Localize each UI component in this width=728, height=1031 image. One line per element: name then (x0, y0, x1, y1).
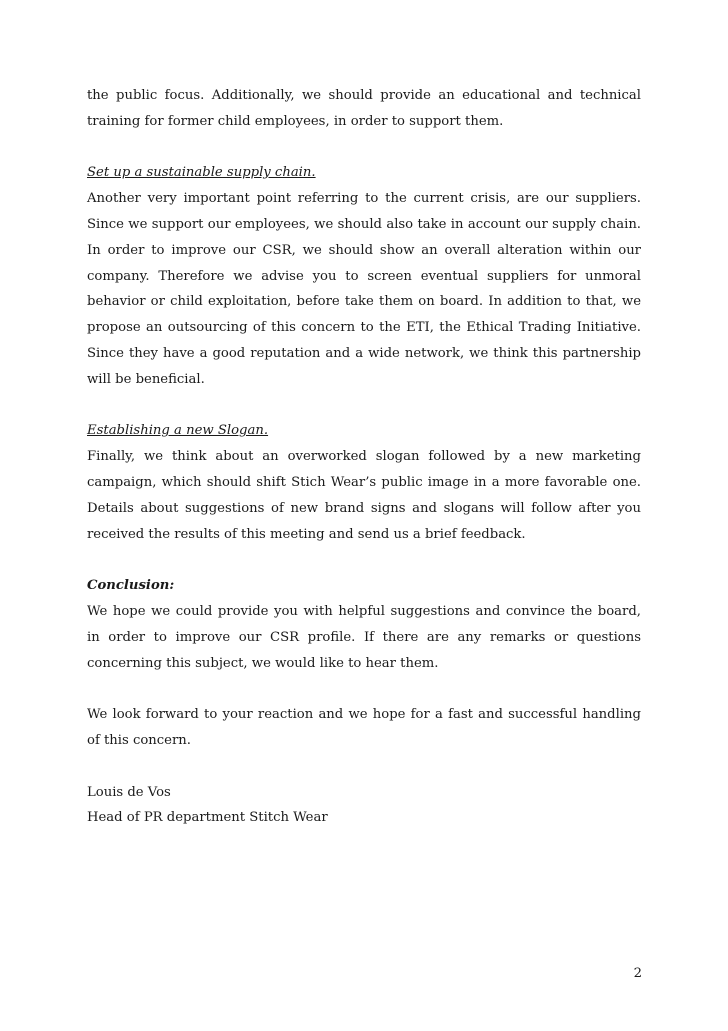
spacer (87, 676, 641, 702)
page-content (87, 83, 641, 831)
conclusion-heading: Conclusion: (87, 578, 175, 594)
spacer (87, 135, 641, 161)
conclusion-body: We hope we could provide you with helpful suggestions and convince the board, in order to improve our CSR profile. If there are any remarks or questions concerning this subject, we would like to hear them. (87, 603, 641, 671)
signature-title: Head of PR department Stitch Wear (87, 810, 328, 826)
intro-paragraph: the public focus. Additionally, we should provide an educational and technical training for former child employees, in order to support them. (87, 88, 641, 129)
slogan-body: Finally, we think about an overworked slogan followed by a new marketing campaign, which should shift Stich Wear’s public image in a more favorable one. Details about suggestions of new brand signs and slogans will follow after you received the results of this meeting and send us a brief feedback. (87, 449, 641, 542)
spacer (87, 754, 641, 780)
spacer (87, 393, 641, 419)
signature-name: Louis de Vos (87, 784, 171, 800)
spacer (87, 547, 641, 573)
page-number: 2 (633, 966, 642, 981)
slogan-heading: Establishing a new Slogan. (87, 423, 269, 439)
supply-chain-body: Another very important point referring to the current crisis, are our suppliers. Since we support our employees, we should also take in account our supply chain. In order to improve our CSR, we should show an overall alteration within our company. Therefore we advise you to screen eventual suppliers for unmoral behavior or child exploitation, before take them on board. In addition to that, we propose an outsourcing of this concern to the ETI, the Ethical Trading Initiative. Since they have a good reputation and a wide network, we think this partnership will be beneficial. (87, 191, 641, 387)
supply-chain-heading: Set up a sustainable supply chain. (87, 165, 316, 181)
closing-paragraph: We look forward to your reaction and we hope for a fast and successful handling of this concern. (87, 707, 641, 748)
